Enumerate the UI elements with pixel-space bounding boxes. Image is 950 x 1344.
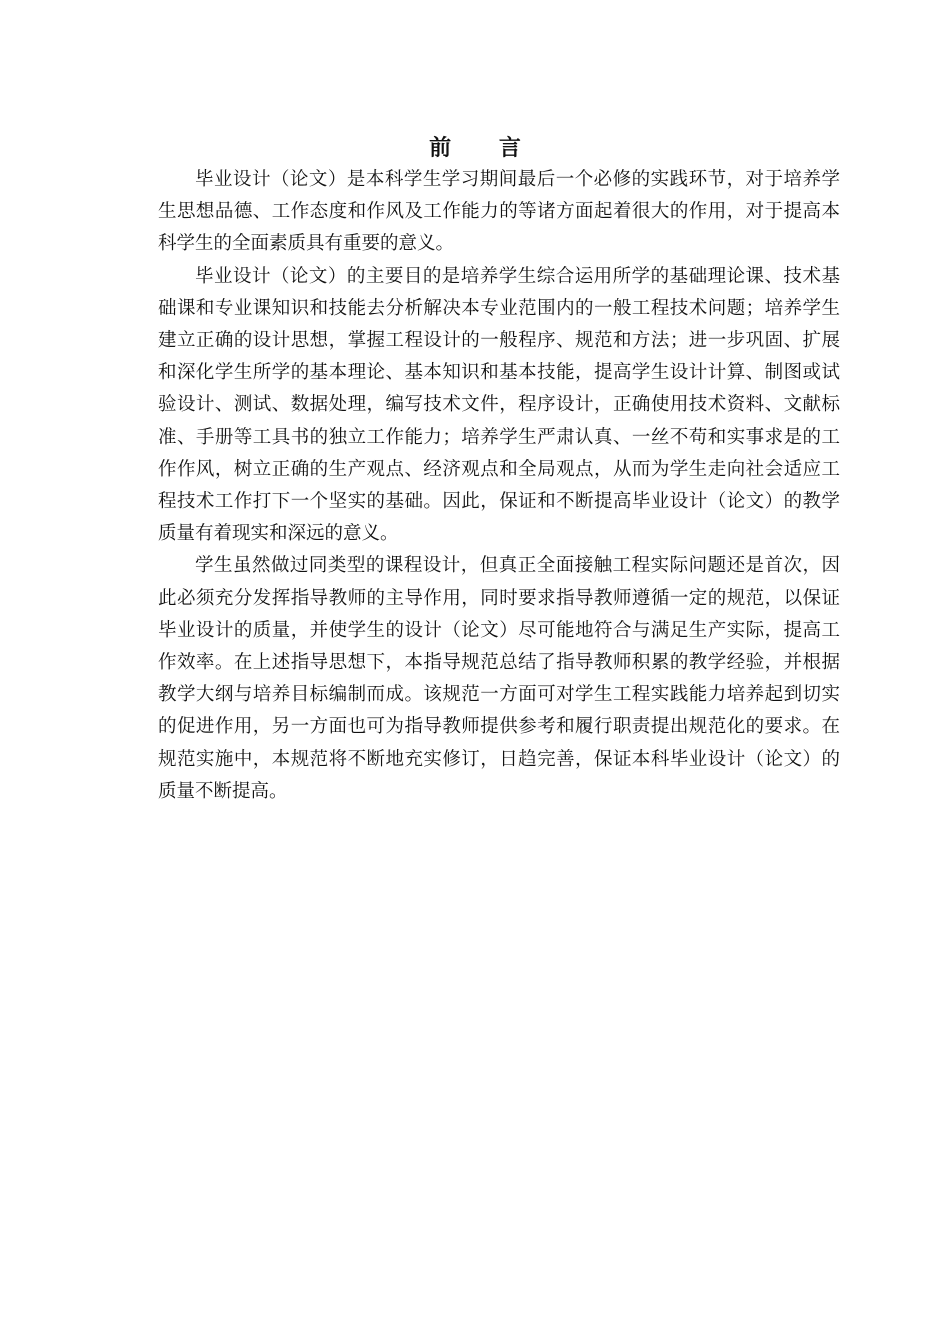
preface-body — [158, 164, 840, 808]
page-title: 前 言 — [429, 135, 541, 161]
paragraph-3: 学生虽然做过同类型的课程设计，但真正全面接触工程实际问题还是首次，因此必须充分发挥指导教师的主导作用，同时要求指导教师遵循一定的规范，以保证毕业设计的质量，并使学生的设计（论文）尽可能地符合与满足生产实际，提高工作效率。在上述指导思想下，本指导规范总结了指导教师积累的教学经验，并根据教学大纲与培养目标编制而成。该规范一方面可对学生工程实践能力培养起到切实的促进作用，另一方面也可为指导教师提供参考和履行职责提出规范化的要求。在规范实施中，本规范将不断地充实修订，日趋完善，保证本科毕业设计（论文）的质量不断提高。 — [158, 555, 840, 802]
paragraph-2: 毕业设计（论文）的主要目的是培养学生综合运用所学的基础理论课、技术基础课和专业课知识和技能去分析解决本专业范围内的一般工程技术问题；培养学生建立正确的设计思想，掌握工程设计的一般程序、规范和方法；进一步巩固、扩展和深化学生所学的基本理论、基本知识和基本技能，提高学生设计计算、制图或试验设计、测试、数据处理，编写技术文件，程序设计，正确使用技术资料、文献标准、手册等工具书的独立工作能力；培养学生严肃认真、一丝不苟和实事求是的工作作风，树立正确的生产观点、经济观点和全局观点，从而为学生走向社会适应工程技术工作打下一个坚实的基础。因此，保证和不断提高毕业设计（论文）的教学质量有着现实和深远的意义。 — [158, 265, 840, 545]
paragraph-1: 毕业设计（论文）是本科学生学习期间最后一个必修的实践环节，对于培养学生思想品德、工作态度和作风及工作能力的等诸方面起着很大的作用，对于提高本科学生的全面素质具有重要的意义。 — [158, 169, 840, 255]
